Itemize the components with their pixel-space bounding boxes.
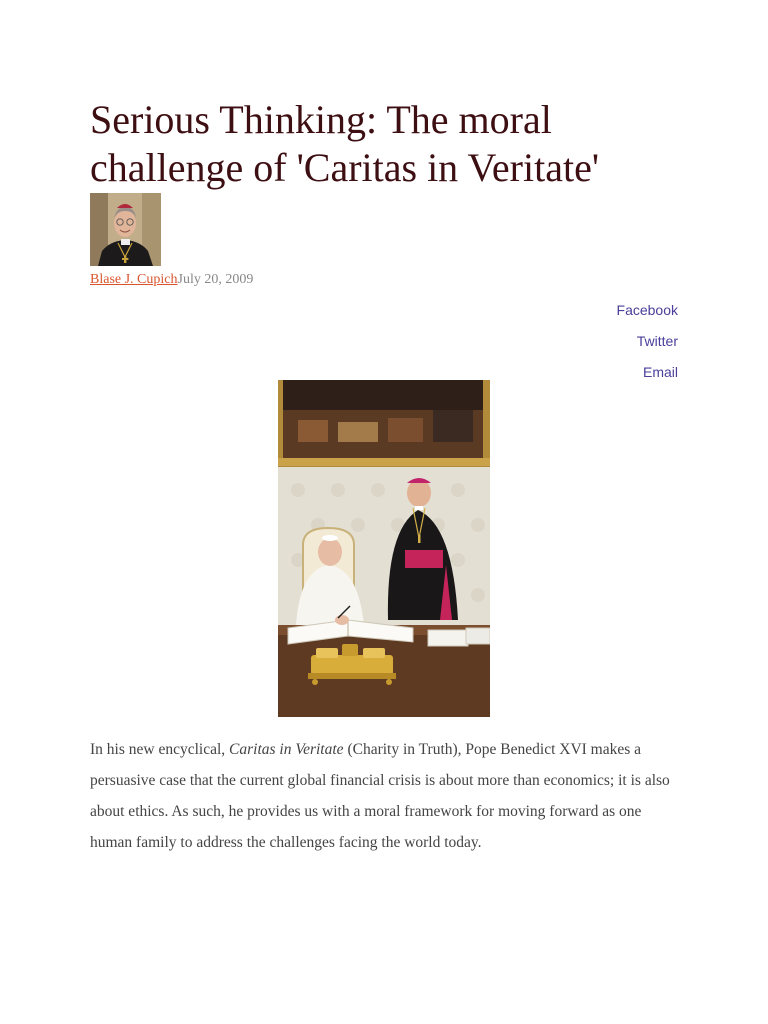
article-body-paragraph <box>90 734 680 858</box>
byline <box>90 271 253 289</box>
article-title: Serious Thinking: The moral challenge of 'Caritas in Veritate' <box>90 97 600 190</box>
author-avatar[interactable] <box>90 193 161 266</box>
share-links <box>617 301 678 394</box>
author-link[interactable]: Blase J. Cupich <box>90 272 178 287</box>
body-rest: (Charity in Truth), Pope Benedict XVI makes a persuasive case that the current global financial crisis is about more than economics; it is also about ethics. As such, he provides us with a moral framework for moving forward as one human family to address the challenges facing the world today. <box>90 741 670 851</box>
share-twitter-link[interactable]: Twitter <box>636 333 678 349</box>
encyclical-title: Caritas in Veritate <box>229 741 344 758</box>
share-email-link[interactable]: Email <box>642 364 678 380</box>
share-facebook-link[interactable]: Facebook <box>616 302 678 318</box>
article-photo <box>278 380 490 717</box>
publish-date: July 20, 2009 <box>177 272 254 287</box>
author-portrait-image <box>90 193 161 266</box>
pope-signing-encyclical-image <box>278 380 490 717</box>
body-intro: In his new encyclical, <box>90 741 226 758</box>
